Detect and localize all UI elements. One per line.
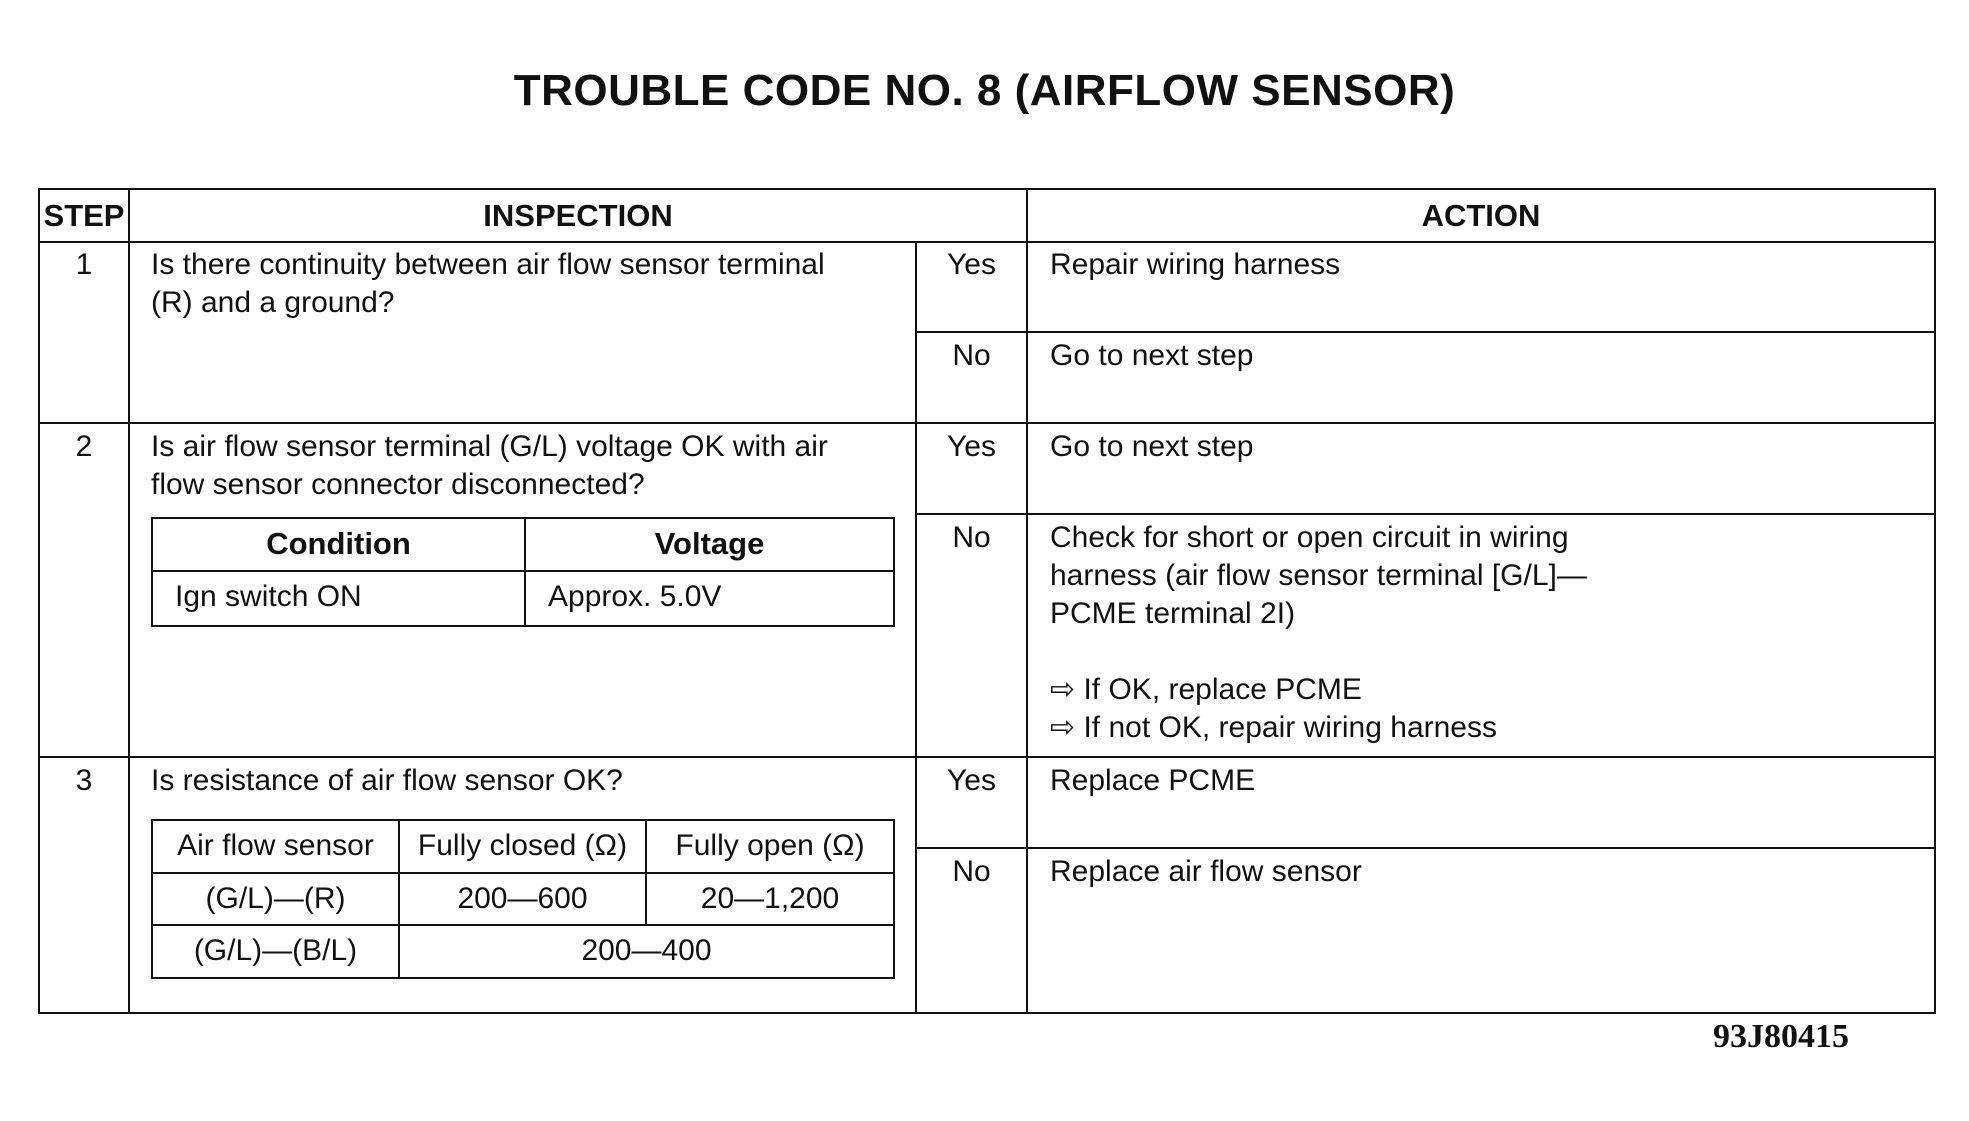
row2-divider [40, 756, 1934, 758]
no-label: No [952, 521, 991, 554]
yes-action: Go to next step [1050, 430, 1254, 463]
step-column-divider [128, 190, 130, 1012]
row1-divider [40, 422, 1934, 424]
action-column-divider [1026, 190, 1028, 1012]
header-action: ACTION [1421, 198, 1541, 233]
subtable-cell: 200—400 [581, 934, 712, 967]
step-number: 3 [75, 764, 93, 797]
page-title: TROUBLE CODE NO. 8 (AIRFLOW SENSOR) [513, 66, 1456, 115]
row2-yes-no-divider [915, 513, 1934, 515]
header-divider [40, 241, 1934, 243]
subtable-cell: (G/L)—(R) [205, 882, 346, 915]
subtable-cell: Ign switch ON [175, 580, 362, 613]
yes-action: Repair wiring harness [1050, 248, 1341, 281]
yes-action: Replace PCME [1050, 764, 1256, 797]
trouble-code-table [38, 188, 1936, 1014]
subtable-header: Air flow sensor [177, 829, 374, 862]
row3-yes-no-divider [915, 847, 1934, 849]
subtable-header: Fully closed (Ω) [417, 829, 628, 862]
resistance-subtable [151, 819, 895, 979]
row1-yes-no-divider [915, 331, 1934, 333]
subtable-header: Condition [266, 526, 411, 561]
no-label: No [952, 855, 991, 888]
subtable-cell: (G/L)—(B/L) [193, 934, 358, 967]
voltage-subtable [151, 517, 895, 627]
inspection-text: Is resistance of air flow sensor OK? [151, 764, 623, 797]
yes-label: Yes [947, 430, 996, 463]
yes-label: Yes [947, 248, 996, 281]
subtable-header: Fully open (Ω) [675, 829, 865, 862]
yes-label: Yes [947, 764, 996, 797]
subtable-header: Voltage [654, 526, 765, 561]
header-inspection: INSPECTION [483, 198, 673, 233]
no-action: Check for short or open circuit in wiring harness (air flow sensor terminal [G/L]— PCME terminal 2I) ⇨ If OK, replace PCME ⇨ If not OK, repair wiring harness [1050, 521, 1587, 744]
inspection-text: Is air flow sensor terminal (G/L) voltage OK with air flow sensor connector disconnected? [151, 430, 828, 501]
inspection-text: Is there continuity between air flow sensor terminal (R) and a ground? [151, 248, 825, 319]
no-label: No [952, 339, 991, 372]
step-number: 2 [75, 430, 93, 463]
subtable-cell: 200—600 [457, 882, 588, 915]
no-action: Go to next step [1050, 339, 1254, 372]
step-number: 1 [75, 248, 93, 281]
no-action: Replace air flow sensor [1050, 855, 1362, 888]
figure-code: 93J80415 [1713, 1018, 1849, 1055]
subtable-cell: Approx. 5.0V [548, 580, 722, 613]
header-step: STEP [43, 198, 125, 233]
subtable-cell: 20—1,200 [700, 882, 840, 915]
